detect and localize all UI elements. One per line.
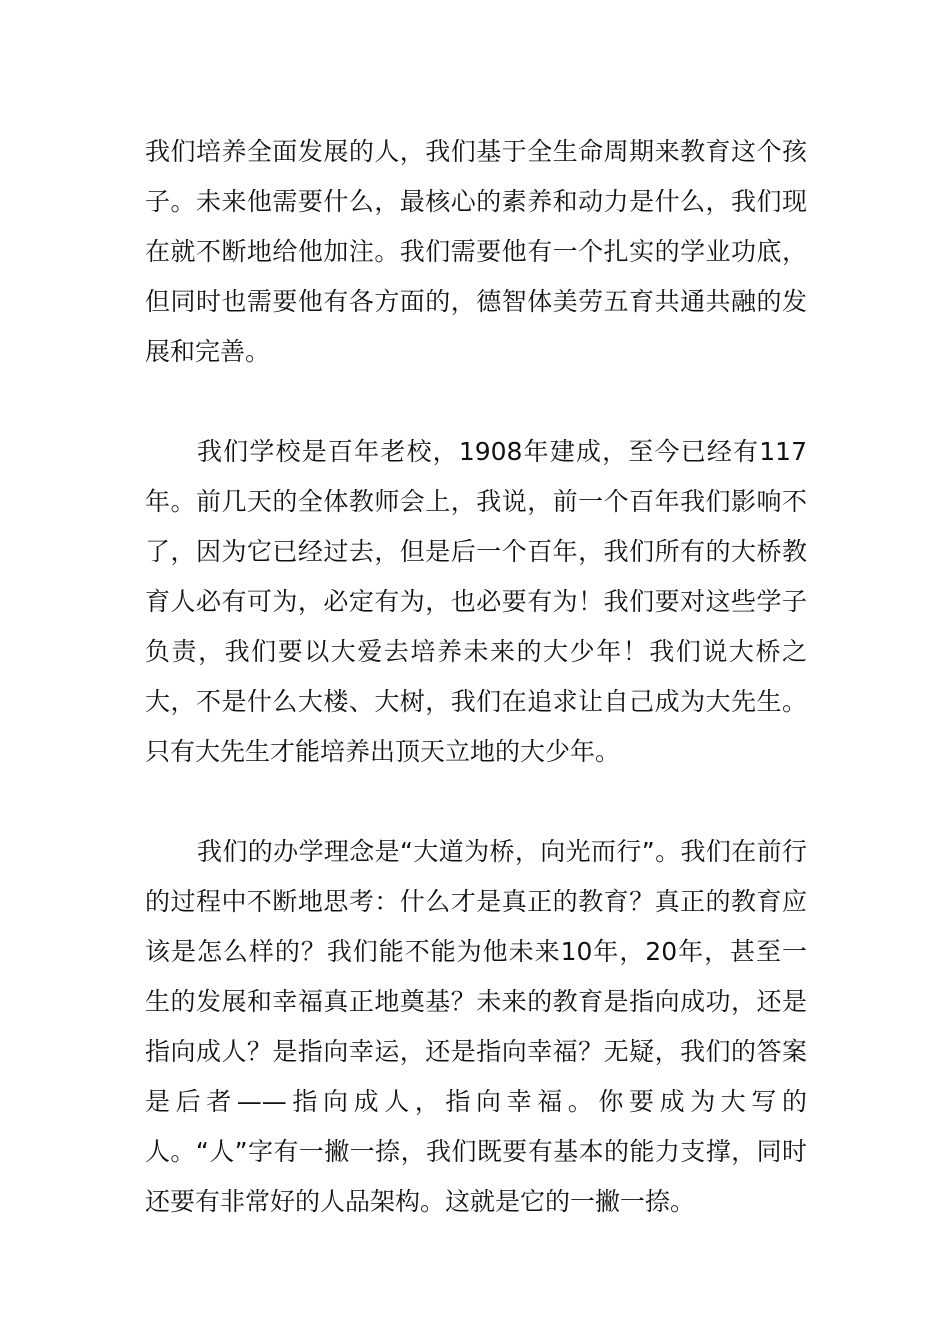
paragraph-3: 我们的办学理念是“大道为桥，向光而行”。我们在前行的过程中不断地思考：什么才是真正的教育？真正的教育应该是怎么样的？我们能不能为他未来10年，20年，甚至一生的发展和幸福真正地奠基？未来的教育是指向成功，还是指向成人？是指向幸运，还是指向幸福？无疑，我们的答案是后者——指向成人，指向幸福。你要成为大写的人。“人”字有一撇一捺，我们既要有基本的能力支撑，同时还要有非常好的人品架构。这就是它的一撇一捺。 <box>145 837 807 1216</box>
paragraph-1: 我们培养全面发展的人，我们基于全生命周期来教育这个孩子。未来他需要什么，最核心的素养和动力是什么，我们现在就不断地给他加注。我们需要他有一个扎实的学业功底，但同时也需要他有各方面的，德智体美劳五育共通共融的发展和完善。 <box>145 137 807 366</box>
paragraph-2: 我们学校是百年老校，1908年建成，至今已经有117年。前几天的全体教师会上，我说，前一个百年我们影响不了，因为它已经过去，但是后一个百年，我们所有的大桥教育人必有可为，必定有为，也必要有为！我们要对这些学子负责，我们要以大爱去培养未来的大少年！我们说大桥之大，不是什么大楼、大树，我们在追求让自己成为大先生。只有大先生才能培养出顶天立地的大少年。 <box>145 437 807 766</box>
document-body <box>145 127 807 1277</box>
